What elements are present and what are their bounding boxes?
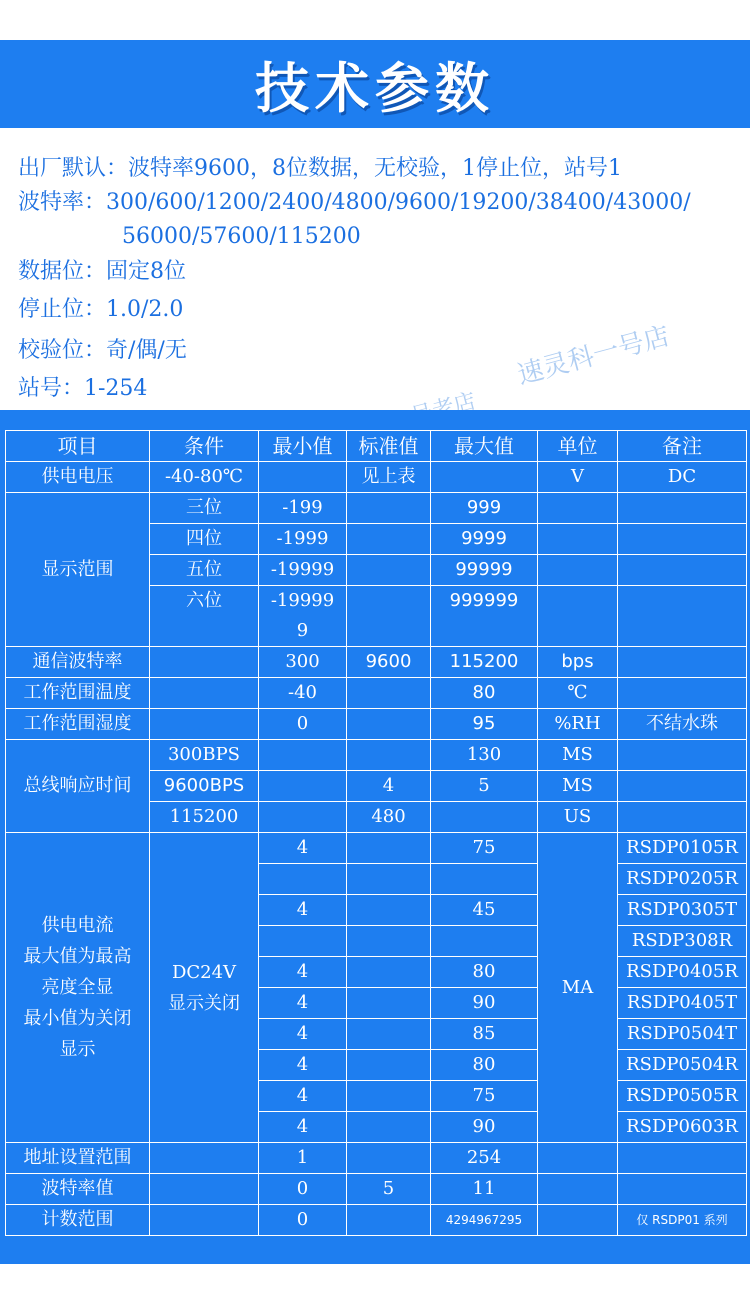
cell-condition: 9600BPS xyxy=(150,771,259,802)
cell-note: 仅 RSDP01 系列 xyxy=(618,1205,747,1236)
current-item-line: 亮度全显 xyxy=(41,977,114,998)
cell-standard: 4 xyxy=(347,771,431,802)
header-standard: 标准值 xyxy=(347,431,431,462)
cell-unit: bps xyxy=(538,647,618,678)
cell-condition: 115200 xyxy=(150,802,259,833)
cell-max: 80 xyxy=(431,678,538,709)
cell-note xyxy=(618,647,747,678)
cell-max: 130 xyxy=(431,740,538,771)
cell-min: 4 xyxy=(259,833,347,864)
cell-note xyxy=(618,740,747,771)
cell-standard: 9600 xyxy=(347,647,431,678)
cell-standard xyxy=(347,709,431,740)
current-item-line: 显示 xyxy=(59,1039,96,1060)
cell-max: 90 xyxy=(431,988,538,1019)
cell-note: RSDP0504T xyxy=(618,1019,747,1050)
cell-note: RSDP0505R xyxy=(618,1081,747,1112)
cell-standard xyxy=(347,1019,431,1050)
table-row xyxy=(6,1205,747,1236)
cell-min: 4 xyxy=(259,1081,347,1112)
cell-condition: 五位 xyxy=(150,555,259,586)
cell-min: 4 xyxy=(259,1112,347,1143)
table-row xyxy=(6,493,747,524)
cell-condition xyxy=(150,1205,259,1236)
cell-min: -199 xyxy=(259,493,347,524)
cell-min: -19999 xyxy=(259,555,347,586)
cell-standard xyxy=(347,555,431,586)
cell-standard xyxy=(347,957,431,988)
cell-standard xyxy=(347,1050,431,1081)
current-condition-line: DC24V xyxy=(171,961,237,983)
spec-station-number: 站号：1-254 xyxy=(18,376,148,401)
cell-min xyxy=(259,802,347,833)
cell-max: 75 xyxy=(431,833,538,864)
cell-item: 供电电压 xyxy=(6,462,150,493)
cell-item: 波特率值 xyxy=(6,1174,150,1205)
cell-note: DC xyxy=(618,462,747,493)
header-min: 最小值 xyxy=(259,431,347,462)
spec-default-settings: 出厂默认：波特率9600，8位数据，无校验，1停止位，站号1 xyxy=(18,156,622,181)
cell-max: 115200 xyxy=(431,647,538,678)
cell-condition: 六位 xyxy=(150,586,259,647)
header-condition: 条件 xyxy=(150,431,259,462)
header-item: 项目 xyxy=(6,431,150,462)
table-row xyxy=(6,833,747,864)
cell-min: -1999 xyxy=(259,524,347,555)
cell-item: 地址设置范围 xyxy=(6,1143,150,1174)
cell-unit: V xyxy=(538,462,618,493)
cell-note xyxy=(618,586,747,647)
cell-min: 300 xyxy=(259,647,347,678)
cell-standard xyxy=(347,988,431,1019)
cell-condition: 四位 xyxy=(150,524,259,555)
cell-unit xyxy=(538,524,618,555)
header-note: 备注 xyxy=(618,431,747,462)
cell-min: 4 xyxy=(259,957,347,988)
cell-min xyxy=(259,771,347,802)
watermark-text: 速灵科一号店 xyxy=(514,321,673,391)
page-title: 技术参数 xyxy=(255,56,495,120)
cell-min xyxy=(259,926,347,957)
cell-unit: ℃ xyxy=(538,678,618,709)
cell-max: 90 xyxy=(431,1112,538,1143)
cell-note xyxy=(618,555,747,586)
cell-min: 0 xyxy=(259,1205,347,1236)
cell-note: RSDP0405R xyxy=(618,957,747,988)
current-item-line: 供电电流 xyxy=(41,915,114,936)
cell-item: 计数范围 xyxy=(6,1205,150,1236)
cell-note xyxy=(618,802,747,833)
spec-parity: 校验位：奇/偶/无 xyxy=(18,338,187,363)
cell-note: RSDP308R xyxy=(618,926,747,957)
cell-min xyxy=(259,462,347,493)
bottom-margin xyxy=(0,1264,750,1304)
cell-min: 0 xyxy=(259,709,347,740)
cell-standard xyxy=(347,864,431,895)
cell-note xyxy=(618,493,747,524)
cell-condition xyxy=(150,647,259,678)
cell-condition xyxy=(150,1174,259,1205)
cell-condition xyxy=(150,678,259,709)
header-unit: 单位 xyxy=(538,431,618,462)
cell-note: RSDP0405T xyxy=(618,988,747,1019)
cell-unit: MS xyxy=(538,740,618,771)
cell-min: 4 xyxy=(259,1019,347,1050)
cell-max xyxy=(431,864,538,895)
cell-note xyxy=(618,524,747,555)
header-max: 最大值 xyxy=(431,431,538,462)
parameters-table xyxy=(5,430,747,1236)
cell-note: RSDP0105R xyxy=(618,833,747,864)
cell-note: RSDP0504R xyxy=(618,1050,747,1081)
cell-unit: US xyxy=(538,802,618,833)
cell-min xyxy=(259,740,347,771)
cell-min: 4 xyxy=(259,895,347,926)
cell-condition xyxy=(150,709,259,740)
table-header-row xyxy=(6,431,747,462)
cell-condition: -40-80℃ xyxy=(150,462,259,493)
cell-standard xyxy=(347,1143,431,1174)
cell-unit-current: MA xyxy=(538,833,618,1143)
cell-min: 4 xyxy=(259,1050,347,1081)
spec-data-bits: 数据位：固定8位 xyxy=(18,259,186,284)
cell-standard xyxy=(347,833,431,864)
cell-note xyxy=(618,1143,747,1174)
spec-baud-rates: 波特率：300/600/1200/2400/4800/9600/19200/38400/43000/ xyxy=(18,190,691,215)
cell-max xyxy=(431,802,538,833)
cell-condition-current xyxy=(150,833,259,1143)
cell-max: 75 xyxy=(431,1081,538,1112)
cell-max xyxy=(431,462,538,493)
cell-item: 工作范围湿度 xyxy=(6,709,150,740)
title-banner xyxy=(0,40,750,128)
cell-condition xyxy=(150,1143,259,1174)
cell-note xyxy=(618,771,747,802)
cell-min: 4 xyxy=(259,988,347,1019)
cell-unit xyxy=(538,1174,618,1205)
cell-standard xyxy=(347,1112,431,1143)
cell-note: RSDP0603R xyxy=(618,1112,747,1143)
cell-standard: 480 xyxy=(347,802,431,833)
cell-unit xyxy=(538,555,618,586)
table-row xyxy=(6,1174,747,1205)
cell-standard xyxy=(347,493,431,524)
current-item-line: 最小值为关闭 xyxy=(23,1008,132,1029)
cell-item: 总线响应时间 xyxy=(6,740,150,833)
cell-max: 95 xyxy=(431,709,538,740)
cell-item: 通信波特率 xyxy=(6,647,150,678)
cell-min: 1 xyxy=(259,1143,347,1174)
cell-item-current xyxy=(6,833,150,1143)
cell-note: 不结水珠 xyxy=(618,709,747,740)
cell-item: 显示范围 xyxy=(6,493,150,647)
cell-max: 11 xyxy=(431,1174,538,1205)
cell-max: 80 xyxy=(431,1050,538,1081)
cell-standard: 见上表 xyxy=(347,462,431,493)
cell-max: 99999 xyxy=(431,555,538,586)
cell-unit xyxy=(538,493,618,524)
cell-min xyxy=(259,864,347,895)
cell-standard xyxy=(347,1081,431,1112)
table-row xyxy=(6,1143,747,1174)
cell-standard xyxy=(347,740,431,771)
cell-unit xyxy=(538,1143,618,1174)
cell-standard xyxy=(347,678,431,709)
cell-standard xyxy=(347,1205,431,1236)
cell-unit: %RH xyxy=(538,709,618,740)
table-row xyxy=(6,647,747,678)
cell-standard xyxy=(347,895,431,926)
cell-max: 999999 xyxy=(431,586,538,647)
cell-unit xyxy=(538,1205,618,1236)
cell-standard xyxy=(347,926,431,957)
table-row xyxy=(6,678,747,709)
cell-unit xyxy=(538,586,618,647)
cell-max: 254 xyxy=(431,1143,538,1174)
spec-baud-rates-continued: 56000/57600/115200 xyxy=(122,224,361,249)
cell-max xyxy=(431,926,538,957)
cell-max: 5 xyxy=(431,771,538,802)
cell-condition: 三位 xyxy=(150,493,259,524)
table-row xyxy=(6,740,747,771)
current-item-line: 最大值为最高 xyxy=(23,946,132,967)
cell-min: -19999 9 xyxy=(259,586,347,647)
cell-item: 工作范围温度 xyxy=(6,678,150,709)
cell-note xyxy=(618,1174,747,1205)
table-row xyxy=(6,462,747,493)
cell-max: 85 xyxy=(431,1019,538,1050)
cell-condition: 300BPS xyxy=(150,740,259,771)
cell-min: 0 xyxy=(259,1174,347,1205)
cell-standard xyxy=(347,524,431,555)
cell-note: RSDP0305T xyxy=(618,895,747,926)
current-condition-line: 显示关闭 xyxy=(168,992,240,1014)
cell-max: 80 xyxy=(431,957,538,988)
cell-max: 9999 xyxy=(431,524,538,555)
spec-stop-bits: 停止位：1.0/2.0 xyxy=(18,297,184,322)
table-row xyxy=(6,709,747,740)
cell-standard: 5 xyxy=(347,1174,431,1205)
cell-max: 45 xyxy=(431,895,538,926)
cell-unit: MS xyxy=(538,771,618,802)
cell-note xyxy=(618,678,747,709)
cell-max: 999 xyxy=(431,493,538,524)
cell-note: RSDP0205R xyxy=(618,864,747,895)
cell-standard xyxy=(347,586,431,647)
cell-min: -40 xyxy=(259,678,347,709)
cell-max: 4294967295 xyxy=(431,1205,538,1236)
